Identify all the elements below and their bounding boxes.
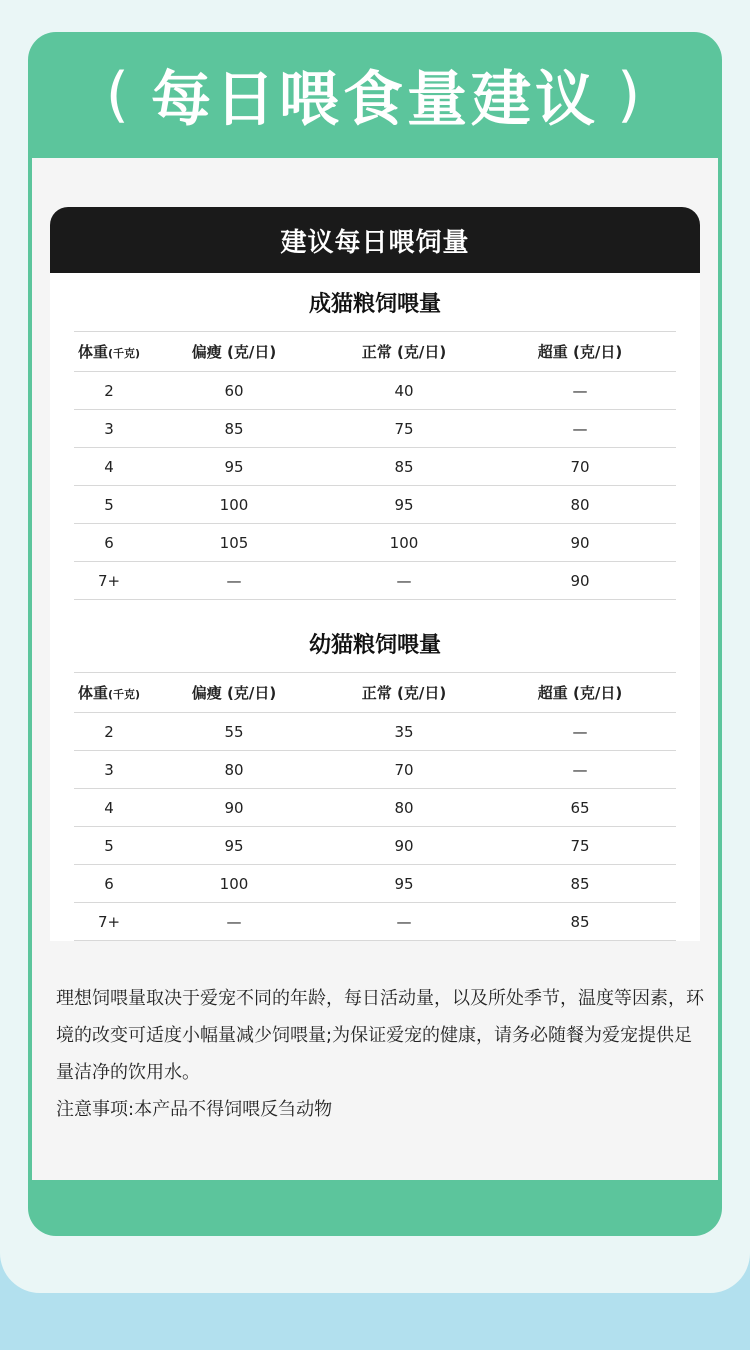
thin-cell: 95 [144, 827, 324, 865]
weight-cell: 2 [74, 372, 144, 410]
thin-cell: 90 [144, 789, 324, 827]
normal-cell: — [324, 562, 484, 600]
table-row [74, 789, 676, 827]
weight-unit: (千克) [107, 347, 141, 360]
thin-cell: 105 [144, 524, 324, 562]
normal-cell: — [324, 903, 484, 941]
weight-header: 体重(千克) [74, 332, 144, 372]
feeding-notes [56, 980, 704, 1128]
normal-cell: 35 [324, 713, 484, 751]
thin-cell: — [144, 903, 324, 941]
normal-cell: 95 [324, 486, 484, 524]
table-row [74, 486, 676, 524]
thin-cell: 55 [144, 713, 324, 751]
weight-header: 体重(千克) [74, 673, 144, 713]
table-row [74, 410, 676, 448]
caution-note: 注意事项:本产品不得饲喂反刍动物 [56, 1099, 333, 1120]
thin-cell: 100 [144, 486, 324, 524]
overweight-cell: — [484, 372, 676, 410]
overweight-cell: 90 [484, 562, 676, 600]
adult-section-title: 成猫粮饲喂量 [308, 292, 441, 317]
title-close-paren: ) [617, 60, 645, 130]
weight-cell: 5 [74, 827, 144, 865]
normal-cell: 95 [324, 865, 484, 903]
table-row [74, 524, 676, 562]
normal-cell: 70 [324, 751, 484, 789]
title-text: 每日喂食量建议 [151, 65, 599, 135]
overweight-cell: 80 [484, 486, 676, 524]
normal-header: 正常 (克/日) [324, 673, 484, 713]
overweight-cell: — [484, 751, 676, 789]
table-header-row [74, 673, 676, 713]
normal-cell: 90 [324, 827, 484, 865]
weight-cell: 6 [74, 865, 144, 903]
title-open-paren: ( [105, 60, 133, 130]
table-header-row [74, 332, 676, 372]
overweight-cell: 75 [484, 827, 676, 865]
table-row [74, 827, 676, 865]
overweight-cell: 65 [484, 789, 676, 827]
normal-header: 正常 (克/日) [324, 332, 484, 372]
table-row [74, 562, 676, 600]
normal-cell: 75 [324, 410, 484, 448]
panel-header: 建议每日喂饲量 [50, 207, 700, 273]
thin-cell: — [144, 562, 324, 600]
page-title [28, 32, 722, 158]
table-row [74, 751, 676, 789]
adult-feeding-table [74, 331, 676, 600]
content-area [32, 158, 718, 1180]
overweight-header: 超重 (克/日) [484, 332, 676, 372]
weight-cell: 3 [74, 410, 144, 448]
weight-cell: 4 [74, 448, 144, 486]
thin-header: 偏瘦 (克/日) [144, 332, 324, 372]
overweight-cell: — [484, 410, 676, 448]
thin-cell: 60 [144, 372, 324, 410]
overweight-cell: 90 [484, 524, 676, 562]
table-row [74, 865, 676, 903]
overweight-header: 超重 (克/日) [484, 673, 676, 713]
thin-header: 偏瘦 (克/日) [144, 673, 324, 713]
thin-cell: 85 [144, 410, 324, 448]
weight-cell: 5 [74, 486, 144, 524]
overweight-cell: 85 [484, 865, 676, 903]
weight-unit: (千克) [107, 688, 141, 701]
normal-cell: 100 [324, 524, 484, 562]
normal-cell: 40 [324, 372, 484, 410]
weight-cell: 7+ [74, 562, 144, 600]
feeding-card [28, 32, 722, 1236]
overweight-cell: 85 [484, 903, 676, 941]
thin-cell: 95 [144, 448, 324, 486]
weight-cell: 4 [74, 789, 144, 827]
table-row [74, 903, 676, 941]
normal-cell: 80 [324, 789, 484, 827]
kitten-feeding-table [74, 672, 676, 941]
weight-cell: 3 [74, 751, 144, 789]
weight-cell: 6 [74, 524, 144, 562]
table-row [74, 372, 676, 410]
weight-cell: 2 [74, 713, 144, 751]
table-row [74, 713, 676, 751]
feeding-panel [50, 207, 700, 941]
overweight-cell: 70 [484, 448, 676, 486]
overweight-cell: — [484, 713, 676, 751]
thin-cell: 100 [144, 865, 324, 903]
notes-paragraph: 理想饲喂量取决于爱宠不同的年龄，每日活动量，以及所处季节，温度等因素，环境的改变可适度小幅量减少饲喂量;为保证爱宠的健康，请务必随餐为爱宠提供足量洁净的饮用水。 [56, 988, 704, 1083]
table-row [74, 448, 676, 486]
thin-cell: 80 [144, 751, 324, 789]
kitten-section-title: 幼猫粮饲喂量 [308, 633, 441, 658]
normal-cell: 85 [324, 448, 484, 486]
weight-cell: 7+ [74, 903, 144, 941]
